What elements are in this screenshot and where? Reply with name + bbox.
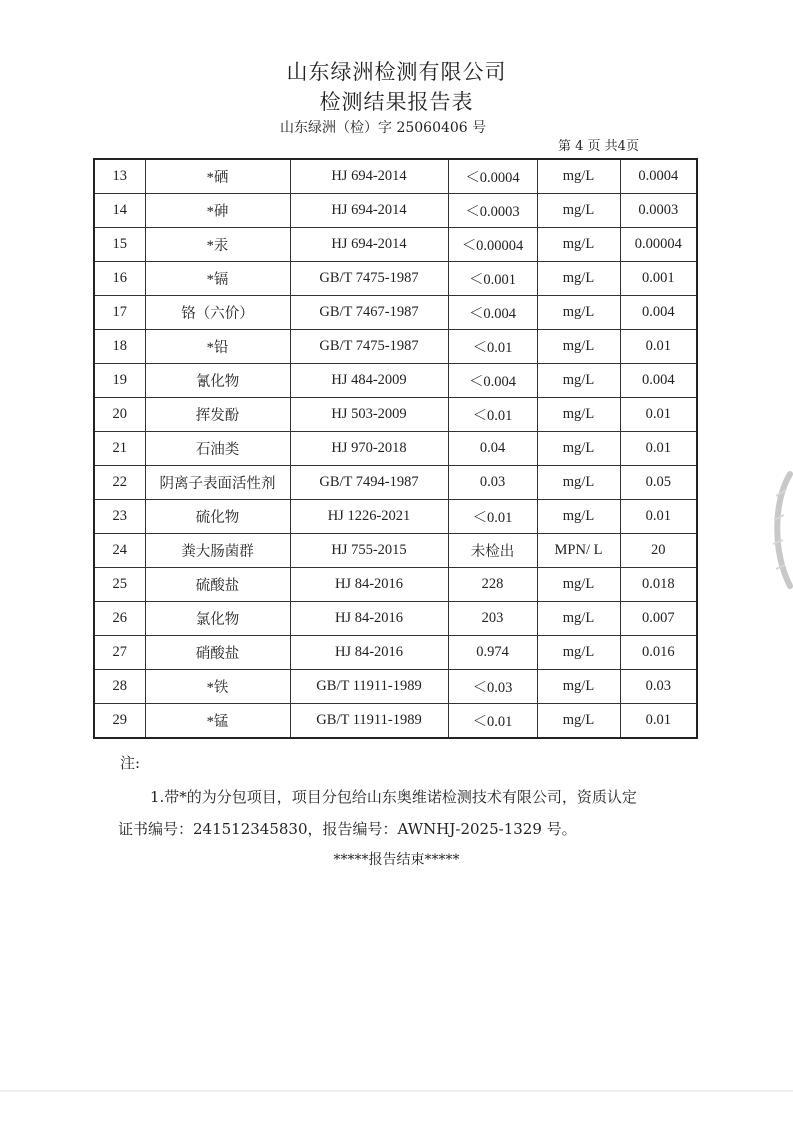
table-row (94, 602, 697, 636)
detection-limit-cell: 0.01 (620, 330, 697, 364)
item-name-cell: 阴离子表面活性剂 (145, 466, 290, 500)
unit-cell: mg/L (537, 296, 620, 330)
note-line-1: 1.带*的为分包项目，项目分包给山东奥维诺检测技术有限公司，资质认定 (150, 788, 637, 806)
page-indicator: 第 4 页 共4页 (558, 139, 639, 154)
detection-limit-cell: 0.00004 (620, 228, 697, 262)
detection-limit-cell: 0.016 (620, 636, 697, 670)
notes-heading: 注: (120, 754, 141, 772)
unit-cell: mg/L (537, 159, 620, 194)
table-row (94, 330, 697, 364)
detection-limit-cell: 0.01 (620, 398, 697, 432)
item-name-cell: 硫化物 (145, 500, 290, 534)
row-index-cell: 27 (94, 636, 145, 670)
method-standard-cell: HJ 694-2014 (290, 228, 448, 262)
row-index-cell: 13 (94, 159, 145, 194)
report-end-mark: *****报告结束***** (333, 852, 460, 868)
method-standard-cell: GB/T 11911-1989 (290, 704, 448, 739)
table-row (94, 466, 697, 500)
result-value-cell: ＜0.01 (448, 330, 537, 364)
detection-limit-cell: 0.004 (620, 296, 697, 330)
detection-limit-cell: 0.0004 (620, 159, 697, 194)
table-row (94, 670, 697, 704)
method-standard-cell: GB/T 7475-1987 (290, 330, 448, 364)
result-value-cell: ＜0.00004 (448, 228, 537, 262)
table-row (94, 262, 697, 296)
method-standard-cell: HJ 694-2014 (290, 159, 448, 194)
report-number: 山东绿洲（检）字 25060406 号 (280, 120, 487, 136)
item-name-cell: 氯化物 (145, 602, 290, 636)
detection-limit-cell: 20 (620, 534, 697, 568)
method-standard-cell: GB/T 11911-1989 (290, 670, 448, 704)
method-standard-cell: HJ 84-2016 (290, 568, 448, 602)
detection-limit-cell: 0.01 (620, 500, 697, 534)
result-value-cell: 228 (448, 568, 537, 602)
table-row (94, 636, 697, 670)
row-index-cell: 28 (94, 670, 145, 704)
report-title: 检测结果报告表 (319, 90, 474, 114)
table-row (94, 159, 697, 194)
item-name-cell: *锰 (145, 704, 290, 739)
table-row (94, 398, 697, 432)
unit-cell: mg/L (537, 262, 620, 296)
unit-cell: mg/L (537, 330, 620, 364)
result-value-cell: 0.04 (448, 432, 537, 466)
method-standard-cell: GB/T 7475-1987 (290, 262, 448, 296)
table-row (94, 534, 697, 568)
row-index-cell: 21 (94, 432, 145, 466)
unit-cell: mg/L (537, 228, 620, 262)
item-name-cell: *镉 (145, 262, 290, 296)
table-row (94, 228, 697, 262)
unit-cell: mg/L (537, 670, 620, 704)
item-name-cell: 氰化物 (145, 364, 290, 398)
row-index-cell: 18 (94, 330, 145, 364)
item-name-cell: 硝酸盐 (145, 636, 290, 670)
method-standard-cell: HJ 503-2009 (290, 398, 448, 432)
table-row (94, 432, 697, 466)
item-name-cell: 挥发酚 (145, 398, 290, 432)
row-index-cell: 17 (94, 296, 145, 330)
table-row (94, 704, 697, 739)
result-value-cell: ＜0.001 (448, 262, 537, 296)
row-index-cell: 20 (94, 398, 145, 432)
table-row (94, 296, 697, 330)
item-name-cell: 石油类 (145, 432, 290, 466)
unit-cell: mg/L (537, 500, 620, 534)
result-value-cell: ＜0.004 (448, 296, 537, 330)
method-standard-cell: HJ 484-2009 (290, 364, 448, 398)
row-index-cell: 24 (94, 534, 145, 568)
method-standard-cell: GB/T 7467-1987 (290, 296, 448, 330)
item-name-cell: *硒 (145, 159, 290, 194)
result-value-cell: 0.03 (448, 466, 537, 500)
results-table-body (94, 159, 697, 738)
result-value-cell: ＜0.01 (448, 704, 537, 739)
result-value-cell: ＜0.01 (448, 398, 537, 432)
unit-cell: mg/L (537, 432, 620, 466)
row-index-cell: 29 (94, 704, 145, 739)
result-value-cell: ＜0.004 (448, 364, 537, 398)
method-standard-cell: HJ 84-2016 (290, 636, 448, 670)
result-value-cell: 203 (448, 602, 537, 636)
result-value-cell: ＜0.0003 (448, 194, 537, 228)
unit-cell: mg/L (537, 466, 620, 500)
method-standard-cell: GB/T 7494-1987 (290, 466, 448, 500)
row-index-cell: 14 (94, 194, 145, 228)
detection-limit-cell: 0.01 (620, 432, 697, 466)
unit-cell: mg/L (537, 602, 620, 636)
row-index-cell: 23 (94, 500, 145, 534)
unit-cell: mg/L (537, 194, 620, 228)
table-row (94, 500, 697, 534)
row-index-cell: 25 (94, 568, 145, 602)
detection-limit-cell: 0.001 (620, 262, 697, 296)
detection-limit-cell: 0.0003 (620, 194, 697, 228)
row-index-cell: 26 (94, 602, 145, 636)
result-value-cell: 0.974 (448, 636, 537, 670)
unit-cell: mg/L (537, 636, 620, 670)
unit-cell: mg/L (537, 398, 620, 432)
company-name: 山东绿洲检测有限公司 (286, 60, 507, 84)
result-value-cell: ＜0.0004 (448, 159, 537, 194)
detection-limit-cell: 0.05 (620, 466, 697, 500)
row-index-cell: 22 (94, 466, 145, 500)
detection-limit-cell: 0.004 (620, 364, 697, 398)
results-table (93, 158, 698, 739)
result-value-cell: ＜0.03 (448, 670, 537, 704)
unit-cell: MPN/ L (537, 534, 620, 568)
unit-cell: mg/L (537, 704, 620, 739)
method-standard-cell: HJ 755-2015 (290, 534, 448, 568)
item-name-cell: *汞 (145, 228, 290, 262)
method-standard-cell: HJ 84-2016 (290, 602, 448, 636)
table-row (94, 568, 697, 602)
note-line-2: 证书编号：241512345830，报告编号：AWNHJ-2025-1329 号。 (118, 820, 577, 838)
table-row (94, 364, 697, 398)
unit-cell: mg/L (537, 364, 620, 398)
result-value-cell: ＜0.01 (448, 500, 537, 534)
item-name-cell: 硫酸盐 (145, 568, 290, 602)
detection-limit-cell: 0.01 (620, 704, 697, 739)
method-standard-cell: HJ 1226-2021 (290, 500, 448, 534)
detection-limit-cell: 0.03 (620, 670, 697, 704)
seal-edge-mark (764, 470, 793, 590)
result-value-cell: 未检出 (448, 534, 537, 568)
row-index-cell: 15 (94, 228, 145, 262)
method-standard-cell: HJ 694-2014 (290, 194, 448, 228)
item-name-cell: *铅 (145, 330, 290, 364)
row-index-cell: 19 (94, 364, 145, 398)
detection-limit-cell: 0.018 (620, 568, 697, 602)
method-standard-cell: HJ 970-2018 (290, 432, 448, 466)
item-name-cell: 粪大肠菌群 (145, 534, 290, 568)
table-row (94, 194, 697, 228)
item-name-cell: *砷 (145, 194, 290, 228)
scan-bottom-edge (0, 1090, 793, 1092)
unit-cell: mg/L (537, 568, 620, 602)
item-name-cell: *铁 (145, 670, 290, 704)
detection-limit-cell: 0.007 (620, 602, 697, 636)
row-index-cell: 16 (94, 262, 145, 296)
item-name-cell: 铬（六价） (145, 296, 290, 330)
